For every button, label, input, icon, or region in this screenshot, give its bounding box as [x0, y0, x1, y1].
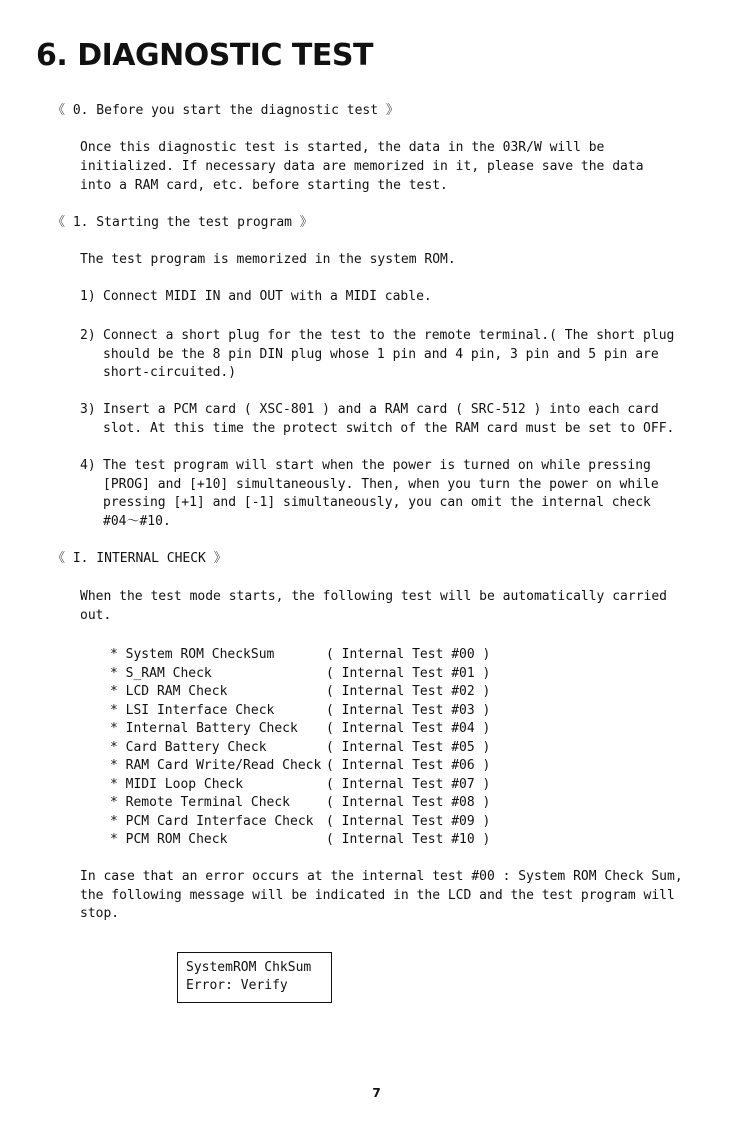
section-0-line-2: initialized. If necessary data are memorized in it, please save the data — [80, 159, 644, 174]
section-0-line-3: into a RAM card, etc. before starting the test. — [80, 178, 448, 193]
check-test-id: ( Internal Test #08 ) — [326, 795, 491, 810]
check-name: * PCM ROM Check — [110, 832, 228, 847]
check-test-id: ( Internal Test #09 ) — [326, 813, 491, 829]
check-row-10 — [110, 831, 491, 850]
check-row-03 — [110, 702, 491, 721]
step-1-line-1: Connect MIDI IN and OUT with a MIDI cable. — [103, 289, 432, 304]
check-test-id: ( Internal Test #03 ) — [326, 702, 491, 718]
check-row-04 — [110, 720, 491, 739]
step-4-line-4: #04～#10. — [103, 513, 171, 529]
check-test-id: ( Internal Test #02 ) — [326, 684, 491, 699]
check-name: * Internal Battery Check — [110, 721, 298, 736]
check-name: * System ROM CheckSum — [110, 647, 275, 662]
section-internal-check-heading: 《 I. INTERNAL CHECK 》 — [52, 551, 227, 566]
section-1-intro: The test program is memorized in the system ROM. — [80, 252, 456, 267]
step-4-line-1: The test program will start when the power is turned on while pressing — [103, 458, 651, 473]
error-note-line-1: In case that an error occurs at the internal test #00 : System ROM Check Sum, — [80, 869, 683, 884]
check-row-07 — [110, 776, 491, 795]
check-row-08 — [110, 794, 491, 813]
internal-check-intro-line-1: When the test mode starts, the following test will be automatically carried — [80, 589, 667, 604]
lcd-line-2: Error: Verify — [186, 978, 288, 993]
check-name: * LCD RAM Check — [110, 684, 228, 699]
check-test-id: ( Internal Test #06 ) — [326, 758, 491, 773]
check-name: * MIDI Loop Check — [110, 776, 244, 792]
error-note-line-2: the following message will be indicated in the LCD and the test program will — [80, 887, 675, 903]
check-row-05 — [110, 739, 491, 758]
lcd-line-1: SystemROM ChkSum — [186, 960, 312, 975]
section-0-heading: 《 0. Before you start the diagnostic test 》 — [52, 103, 399, 118]
check-test-id: ( Internal Test #00 ) — [326, 647, 491, 662]
section-1-heading: 《 1. Starting the test program 》 — [52, 215, 313, 230]
step-3-number: 3) — [80, 402, 96, 417]
section-0-line-1: Once this diagnostic test is started, the data in the 03R/W will be — [80, 140, 605, 155]
check-test-id: ( Internal Test #01 ) — [326, 665, 491, 681]
check-name: * RAM Card Write/Read Check — [110, 758, 322, 773]
page-number: 7 — [372, 1086, 381, 1100]
check-name: * LSI Interface Check — [110, 702, 275, 718]
internal-check-list — [110, 646, 491, 850]
lcd-display-box — [177, 952, 332, 1003]
error-note-line-3: stop. — [80, 906, 120, 921]
check-name: * S_RAM Check — [110, 665, 212, 681]
check-row-06 — [110, 757, 491, 776]
check-test-id: ( Internal Test #05 ) — [326, 739, 491, 755]
check-name: * Remote Terminal Check — [110, 795, 291, 810]
step-4-number: 4) — [80, 458, 96, 473]
check-row-01 — [110, 665, 491, 684]
step-2-number: 2) — [80, 328, 96, 343]
step-2-line-1: Connect a short plug for the test to the remote terminal.( The short plug — [103, 328, 675, 343]
check-test-id: ( Internal Test #10 ) — [326, 832, 491, 847]
check-test-id: ( Internal Test #07 ) — [326, 776, 491, 792]
step-2-line-3: short-circuited.) — [103, 365, 237, 380]
step-1-number: 1) — [80, 289, 96, 304]
check-row-02 — [110, 683, 491, 702]
step-4-line-2: [PROG] and [+10] simultaneously. Then, when you turn the power on while — [103, 476, 659, 492]
step-3-line-1: Insert a PCM card ( XSC-801 ) and a RAM card ( SRC-512 ) into each card — [103, 402, 659, 417]
page-title: 6. DIAGNOSTIC TEST — [36, 38, 373, 73]
step-4-line-3: pressing [+1] and [-1] simultaneously, you can omit the internal check — [103, 495, 651, 510]
check-row-09 — [110, 813, 491, 832]
step-2-line-2: should be the 8 pin DIN plug whose 1 pin and 4 pin, 3 pin and 5 pin are — [103, 346, 659, 362]
internal-check-intro-line-2: out. — [80, 607, 112, 623]
check-row-00 — [110, 646, 491, 665]
step-3-line-2: slot. At this time the protect switch of the RAM card must be set to OFF. — [103, 420, 675, 436]
check-name: * PCM Card Interface Check — [110, 813, 314, 829]
check-name: * Card Battery Check — [110, 739, 267, 755]
check-test-id: ( Internal Test #04 ) — [326, 721, 491, 736]
